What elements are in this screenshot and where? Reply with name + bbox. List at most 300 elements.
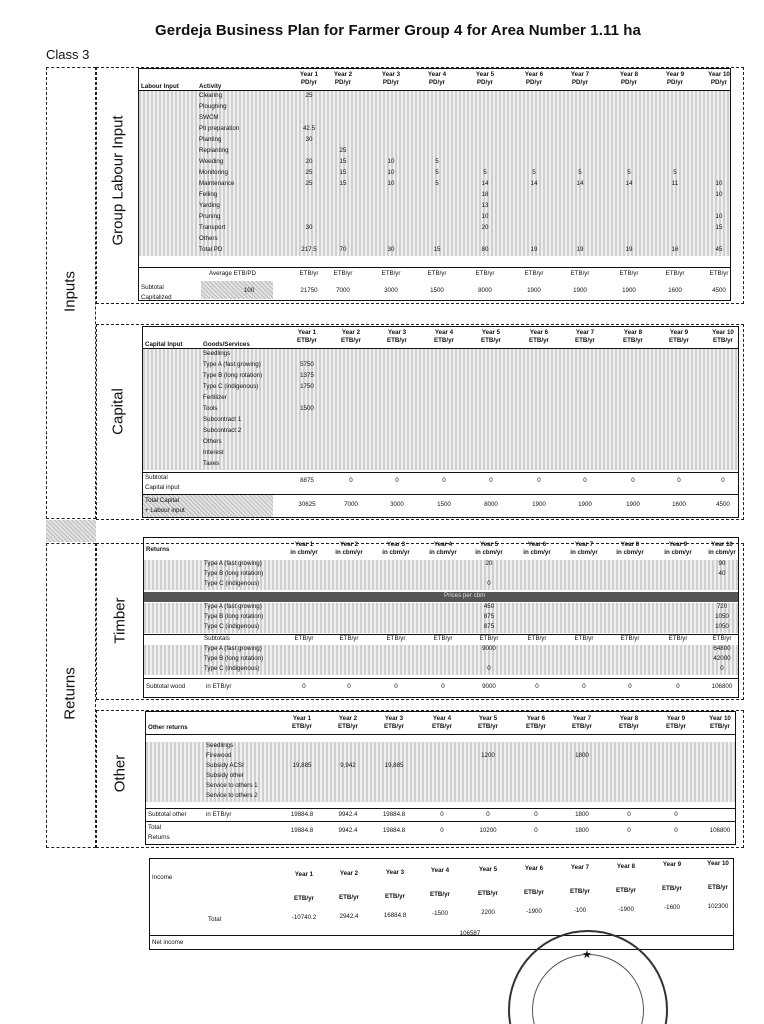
- other-unit-8: ETB/yr: [619, 723, 639, 730]
- income-year-6: Year 6: [524, 865, 544, 872]
- income-total-value: 102300: [707, 903, 729, 911]
- total-capital-label: Total Capital: [145, 497, 180, 504]
- total-returns-value: 19884.8: [382, 827, 406, 834]
- capital-year-4: Year 4: [434, 329, 454, 336]
- other-year-7: Year 7: [572, 715, 592, 722]
- total-returns-value: 9942.4: [338, 827, 358, 834]
- other-row: [146, 752, 735, 762]
- labour-avg-label: Average ETB/PD: [209, 270, 257, 277]
- timber-etb-unit: ETB/yr: [386, 635, 406, 642]
- other-unit-5: ETB/yr: [478, 723, 498, 730]
- timber-cell: 875: [483, 623, 495, 630]
- subtotal-other-value: 19884.8: [382, 811, 406, 818]
- capital-table: [142, 326, 739, 518]
- other-col1: Other returns: [148, 724, 188, 731]
- total-returns-value: 0: [534, 827, 538, 834]
- capital-year-6: Year 6: [529, 329, 549, 336]
- timber-price-header: [144, 592, 738, 602]
- capital-row-label: Subcontract 1: [203, 416, 242, 423]
- capital-col1: Capital Input: [145, 341, 183, 348]
- labour-row-label: Transport: [199, 224, 226, 231]
- labour-row: [139, 201, 730, 212]
- total-capital-value: 1600: [672, 501, 686, 508]
- timber-price-label: Prices per cbm: [444, 592, 486, 599]
- subtotal-wood-value: 106800: [711, 683, 733, 690]
- capital-unit-1: ETB/yr: [297, 337, 317, 344]
- labour-cell: 45: [715, 246, 723, 253]
- total-capital-value: 1500: [437, 501, 451, 508]
- labour-row: [139, 234, 730, 245]
- income-year-10: Year 10: [707, 860, 729, 868]
- timber-year-5: Year 5: [479, 541, 499, 548]
- income-label: Income: [152, 874, 173, 881]
- timber-unit-8: in cbm/yr: [616, 549, 644, 556]
- labour-row-label: Replanting: [199, 147, 229, 154]
- capital-subtotal-value: 0: [395, 477, 399, 484]
- income-total-value: -1900: [526, 908, 542, 915]
- subtotal-other-value: 0: [440, 811, 444, 818]
- labour-hline2: [139, 267, 730, 268]
- timber-hline2: [144, 678, 738, 679]
- capital-row-label: Tools: [203, 405, 218, 412]
- capital-cell: 1375: [300, 372, 314, 379]
- timber-row-label: Type C (indigenous): [204, 580, 260, 587]
- income-unit-6: ETB/yr: [524, 889, 544, 896]
- timber-etb-unit: ETB/yr: [433, 635, 453, 642]
- labour-year-7: Year 7: [570, 71, 590, 78]
- timber-cell: 720: [716, 603, 728, 610]
- income-unit-2: ETB/yr: [339, 893, 359, 901]
- timber-unit-1: in cbm/yr: [290, 549, 318, 556]
- capital-unit-2: ETB/yr: [341, 337, 361, 344]
- labour-row-label: Monitoring: [199, 169, 228, 176]
- subtotal-wood-unit: in ETB/yr: [206, 683, 232, 690]
- timber-etb-unit: ETB/yr: [668, 635, 688, 642]
- capital-col2: Goods/Services: [203, 341, 250, 348]
- labour-cell: 217.5: [301, 246, 317, 253]
- timber-unit-4: in cbm/yr: [429, 549, 457, 556]
- labour-row: [139, 157, 730, 168]
- labour-cell: 25: [305, 92, 313, 99]
- labour-row-label: Weeding: [199, 158, 224, 165]
- labour-subtotal-value: 1900: [622, 287, 636, 294]
- labour-row-label: Ploughing: [199, 103, 227, 110]
- timber-row-label: Type A (fast growing): [204, 603, 262, 610]
- labour-row: [139, 179, 730, 190]
- labour-cell: 15: [339, 180, 347, 187]
- timber-cell: 1050: [715, 623, 729, 630]
- capital-subtotal-value: 0: [349, 477, 353, 484]
- income-unit-1: ETB/yr: [294, 895, 314, 902]
- income-unit-5: ETB/yr: [478, 890, 498, 898]
- labour-subtotal-value: 1600: [668, 287, 682, 294]
- timber-cell: 1050: [715, 613, 729, 620]
- labour-cell: 15: [339, 158, 347, 165]
- total-returns-value: 0: [674, 827, 678, 834]
- income-unit-9: ETB/yr: [662, 885, 682, 893]
- timber-row-label: Type B (long rotation): [204, 655, 264, 662]
- timber-year-6: Year 6: [527, 541, 547, 548]
- labour-cell: 25: [339, 147, 347, 154]
- timber-year-9: Year 9: [668, 541, 688, 548]
- capital-year-10: Year 10: [712, 329, 734, 336]
- capital-row-label: Seedlings: [203, 350, 231, 357]
- labour-unit-3: PD/yr: [382, 79, 400, 86]
- capital-subtotal-value: 8875: [300, 477, 314, 484]
- income-total-value: -10740.2: [291, 914, 317, 921]
- labour-cell: 19: [530, 246, 538, 253]
- labour-year-6: Year 6: [524, 71, 544, 78]
- labour-unit-6: PD/yr: [525, 79, 543, 86]
- capital-row-label: Type C (indigenous): [203, 383, 259, 390]
- subtotal-wood-value: 0: [441, 683, 445, 690]
- other-unit-10: ETB/yr: [710, 723, 730, 730]
- labour-cell: 10: [715, 213, 723, 220]
- other-returns-table: [145, 711, 736, 845]
- total-capital-value: 8000: [484, 501, 498, 508]
- labour-cell: 10: [715, 180, 723, 187]
- timber-cell: 90: [718, 560, 726, 567]
- shaded-gap: [46, 520, 96, 542]
- other-cell: 1200: [481, 752, 495, 759]
- timber-subtotal-row: [144, 645, 738, 655]
- timber-etb-unit: ETB/yr: [574, 635, 594, 642]
- other-row: [146, 742, 735, 752]
- timber-year-4: Year 4: [433, 541, 453, 548]
- subtotal-other-label: Subtotal other: [148, 811, 187, 818]
- timber-unit-3: in cbm/yr: [382, 549, 410, 556]
- labour-cell: 15: [339, 169, 347, 176]
- labour-cell: 15: [433, 246, 441, 253]
- capital-subtotal-value: 0: [677, 477, 681, 484]
- subtotal-other-value: 0: [534, 811, 538, 818]
- other-row: [146, 772, 735, 782]
- capital-row-label: Others: [203, 438, 222, 445]
- other-year-1: Year 1: [292, 715, 312, 722]
- subtotal-other-value: 9942.4: [338, 811, 358, 818]
- timber-volume-row: [144, 570, 738, 580]
- income-total-value: -100: [573, 906, 587, 914]
- labour-cell: 5: [435, 158, 439, 165]
- timber-table: [143, 537, 739, 698]
- labour-row-label: Others: [199, 235, 218, 242]
- labour-year-3: Year 3: [381, 71, 401, 78]
- labour-cell: 5: [627, 169, 631, 176]
- capital-cell: 1500: [300, 405, 314, 412]
- labour-cell: 20: [305, 158, 313, 165]
- net-income-label: Net income: [152, 939, 184, 946]
- labour-cell: 18: [481, 191, 489, 198]
- timber-year-8: Year 8: [620, 541, 640, 548]
- labour-subtotal-label: Subtotal: [141, 284, 164, 291]
- timber-cell: 64800: [713, 645, 731, 652]
- labour-cell: 5: [532, 169, 536, 176]
- capital-unit-5: ETB/yr: [481, 337, 501, 344]
- labour-row: [139, 223, 730, 234]
- labour-unit-2: PD/yr: [334, 79, 352, 86]
- labour-cell: 5: [435, 169, 439, 176]
- labour-year-9: Year 9: [665, 71, 685, 78]
- capital-year-1: Year 1: [297, 329, 317, 336]
- subtotal-other-value: 0: [486, 811, 490, 818]
- capital-subtotal-value: 0: [442, 477, 446, 484]
- labour-cell: 10: [387, 180, 395, 187]
- labour-year-5: Year 5: [475, 71, 495, 78]
- labour-cell: 10: [715, 191, 723, 198]
- other-year-3: Year 3: [384, 715, 404, 722]
- labour-unit-10: PD/yr: [710, 79, 728, 86]
- labour-row-label: Felling: [199, 191, 218, 198]
- capital-row: [143, 426, 738, 437]
- labour-cell: 5: [483, 169, 487, 176]
- timber-subtotal-row: [144, 655, 738, 665]
- labour-year-4: Year 4: [427, 71, 447, 78]
- capital-row-label: Subcontract 2: [203, 427, 242, 434]
- timber-unit-10: in cbm/yr: [708, 549, 736, 556]
- labour-unit-9: PD/yr: [666, 79, 684, 86]
- timber-cell: 40: [718, 570, 726, 577]
- total-returns-value: 10200: [479, 827, 497, 834]
- inputs-label: Inputs: [61, 271, 79, 312]
- capital-subtotal-value: 0: [721, 477, 725, 484]
- labour-cell: 70: [339, 246, 347, 253]
- other-row-label: Seedlings: [206, 742, 234, 749]
- timber-etb-unit: ETB/yr: [294, 635, 314, 642]
- timber-price-row: [144, 623, 738, 633]
- capital-row: [143, 459, 738, 470]
- other-row-label: Service to others 2: [206, 792, 258, 799]
- timber-col1: Returns: [146, 546, 170, 553]
- income-unit-4: ETB/yr: [430, 891, 450, 899]
- total-capital-value: 1900: [626, 501, 640, 508]
- subtotal-wood-value: 0: [582, 683, 586, 690]
- timber-cell: 20: [485, 560, 493, 567]
- labour-subtotal-value: 1500: [430, 287, 444, 294]
- income-year-1: Year 1: [294, 871, 314, 878]
- labour-row-label: Planting: [199, 136, 222, 143]
- labour-row: [139, 135, 730, 146]
- labour-row-label: Pruning: [199, 213, 221, 220]
- labour-etb-unit: ETB/yr: [524, 270, 544, 277]
- labour-etb-unit: ETB/yr: [570, 270, 590, 277]
- labour-cell: 11: [671, 180, 679, 187]
- timber-unit-5: in cbm/yr: [475, 549, 503, 556]
- labour-subtotal-value: 7000: [336, 287, 350, 294]
- other-cell: 19,885: [384, 762, 404, 769]
- total-capital-value: 30625: [298, 501, 316, 508]
- timber-etb-unit: ETB/yr: [712, 635, 732, 642]
- income-total-label: Total: [208, 916, 222, 923]
- labour-cell: 13: [481, 202, 489, 209]
- labour-unit-4: PD/yr: [428, 79, 446, 86]
- capital-unit-10: ETB/yr: [713, 337, 733, 344]
- capital-unit-6: ETB/yr: [529, 337, 549, 344]
- other-row: [146, 782, 735, 792]
- total-returns-value: 106800: [709, 827, 731, 834]
- total-capital-value: 1900: [532, 501, 546, 508]
- capital-year-3: Year 3: [387, 329, 407, 336]
- labour-subtotal-value: 8000: [478, 287, 492, 294]
- other-row-label: Subsidy other: [206, 772, 244, 779]
- capital-cell: 1750: [300, 383, 314, 390]
- income-total-value: -1900: [618, 905, 634, 913]
- other-cell: 19,885: [292, 762, 312, 769]
- capital-row: [143, 415, 738, 426]
- labour-row-label: Yarding: [199, 202, 220, 209]
- capital-year-8: Year 8: [623, 329, 643, 336]
- returns-label: Returns: [61, 667, 79, 720]
- income-year-7: Year 7: [570, 863, 590, 871]
- timber-row-label: Type B (long rotation): [204, 570, 264, 577]
- timber-unit-7: in cbm/yr: [570, 549, 598, 556]
- income-year-3: Year 3: [385, 868, 405, 876]
- other-row: [146, 792, 735, 802]
- capital-year-5: Year 5: [481, 329, 501, 336]
- labour-row: [139, 190, 730, 201]
- labour-unit-1: PD/yr: [300, 79, 318, 86]
- labour-cell: 42.5: [302, 125, 316, 132]
- timber-year-10: Year 10: [711, 541, 733, 548]
- subtotal-wood-label: Subtotal wood: [146, 683, 186, 690]
- subtotal-other-value: 0: [674, 811, 678, 818]
- labour-cell: 14: [576, 180, 584, 187]
- labour-row: [139, 146, 730, 157]
- other-year-5: Year 5: [478, 715, 498, 722]
- other-unit-4: ETB/yr: [432, 723, 452, 730]
- income-year-9: Year 9: [662, 861, 682, 869]
- labour-unit-8: PD/yr: [620, 79, 638, 86]
- capital-year-2: Year 2: [341, 329, 361, 336]
- subtotal-wood-value: 0: [628, 683, 632, 690]
- timber-etb-unit: ETB/yr: [620, 635, 640, 642]
- subtotal-other-value: 0: [627, 811, 631, 818]
- timber-unit-6: in cbm/yr: [523, 549, 551, 556]
- timber-row-label: Type A (fast growing): [204, 560, 262, 567]
- timber-cell: 0: [487, 665, 491, 672]
- other-hline3: [146, 821, 735, 822]
- income-unit-7: ETB/yr: [570, 887, 590, 895]
- capital-unit-9: ETB/yr: [669, 337, 689, 344]
- capital-label: Capital: [109, 388, 127, 435]
- timber-cell: 42000: [713, 655, 731, 662]
- labour-col2: Activity: [199, 83, 222, 90]
- labour-row: [139, 245, 730, 256]
- capital-row-label: Taxes: [203, 460, 220, 467]
- income-year-2: Year 2: [339, 869, 359, 877]
- labour-year-8: Year 8: [619, 71, 639, 78]
- timber-cell: 9000: [482, 645, 496, 652]
- labour-year-1: Year 1: [299, 71, 319, 78]
- timber-subtotal-row: [144, 665, 738, 675]
- capital-row: [143, 448, 738, 459]
- timber-price-row: [144, 603, 738, 613]
- labour-cell: 10: [481, 213, 489, 220]
- labour-year-2: Year 2: [333, 71, 353, 78]
- capital-input-label: Capital input: [145, 484, 180, 491]
- net-income-value: 106587: [459, 930, 481, 937]
- other-year-4: Year 4: [432, 715, 452, 722]
- total-capital-value: 3000: [390, 501, 404, 508]
- timber-unit-9: in cbm/yr: [664, 549, 692, 556]
- subtotal-wood-value: 0: [302, 683, 306, 690]
- other-year-2: Year 2: [338, 715, 358, 722]
- income-total-value: -1600: [664, 904, 680, 912]
- income-total-value: 16884.8: [383, 911, 407, 919]
- other-row-label: Firewood: [206, 752, 232, 759]
- total-capital-value: 7000: [344, 501, 358, 508]
- labour-etb-unit: ETB/yr: [381, 270, 401, 277]
- labour-subtotal-value: 1900: [573, 287, 587, 294]
- labour-row: [139, 102, 730, 113]
- total-returns-value: 0: [627, 827, 631, 834]
- labour-col1: Labour Input: [141, 83, 179, 90]
- capital-row: [143, 437, 738, 448]
- timber-volume-row: [144, 580, 738, 590]
- labour-cell: 5: [578, 169, 582, 176]
- labour-cell: 5: [673, 169, 677, 176]
- capital-row-label: Type B (long rotation): [203, 372, 263, 379]
- labour-cell: 80: [481, 246, 489, 253]
- other-unit-7: ETB/yr: [572, 723, 592, 730]
- capital-row: [143, 349, 738, 360]
- labour-etb-unit: ETB/yr: [709, 270, 729, 277]
- other-unit-2: ETB/yr: [338, 723, 358, 730]
- labour-subtotal-value: 21750: [300, 287, 318, 294]
- labour-cell: 25: [305, 180, 313, 187]
- timber-price-row: [144, 613, 738, 623]
- timber-year-1: Year 1: [294, 541, 314, 548]
- labour-row-label: Clearing: [199, 92, 223, 99]
- total-capital-value: 4500: [716, 501, 730, 508]
- timber-cell: 0: [487, 580, 491, 587]
- capital-unit-8: ETB/yr: [623, 337, 643, 344]
- capital-cell: 5750: [300, 361, 314, 368]
- capital-row-label: Interest: [203, 449, 224, 456]
- timber-year-2: Year 2: [339, 541, 359, 548]
- total-capital-label2: + Labour input: [145, 507, 185, 514]
- subtotal-other-value: 19884.8: [290, 811, 314, 818]
- other-row-label: Service to others 1: [206, 782, 258, 789]
- labour-year-10: Year 10: [708, 71, 730, 78]
- income-total-value: 2200: [481, 909, 495, 917]
- labour-cell: 25: [305, 169, 313, 176]
- labour-cell: 15: [715, 224, 723, 231]
- capital-subtotal-label: Subtotal: [145, 474, 168, 481]
- labour-unit-7: PD/yr: [571, 79, 589, 86]
- subtotal-other-value: 1800: [575, 811, 589, 818]
- timber-volume-row: [144, 560, 738, 570]
- income-year-8: Year 8: [616, 862, 636, 870]
- labour-subtotal-value: 3000: [384, 287, 398, 294]
- capital-row: [143, 404, 738, 415]
- labour-subtotal-value: 4500: [712, 287, 726, 294]
- capital-row: [143, 360, 738, 371]
- timber-row-label: Type B (long rotation): [204, 613, 264, 620]
- labour-cell: 14: [530, 180, 538, 187]
- timber-subtotals-label: Subtotals: [204, 635, 230, 642]
- income-year-4: Year 4: [430, 867, 450, 875]
- other-year-8: Year 8: [619, 715, 639, 722]
- income-table: [149, 858, 734, 950]
- capital-row-label: Fertilizer: [203, 394, 227, 401]
- labour-cell: 30: [305, 136, 313, 143]
- income-hline: [150, 935, 733, 936]
- labour-cell: 5: [435, 180, 439, 187]
- labour-row: [139, 124, 730, 135]
- labour-capitalized-label: Capitalized: [141, 294, 172, 301]
- subtotal-wood-value: 0: [676, 683, 680, 690]
- other-unit-9: ETB/yr: [666, 723, 686, 730]
